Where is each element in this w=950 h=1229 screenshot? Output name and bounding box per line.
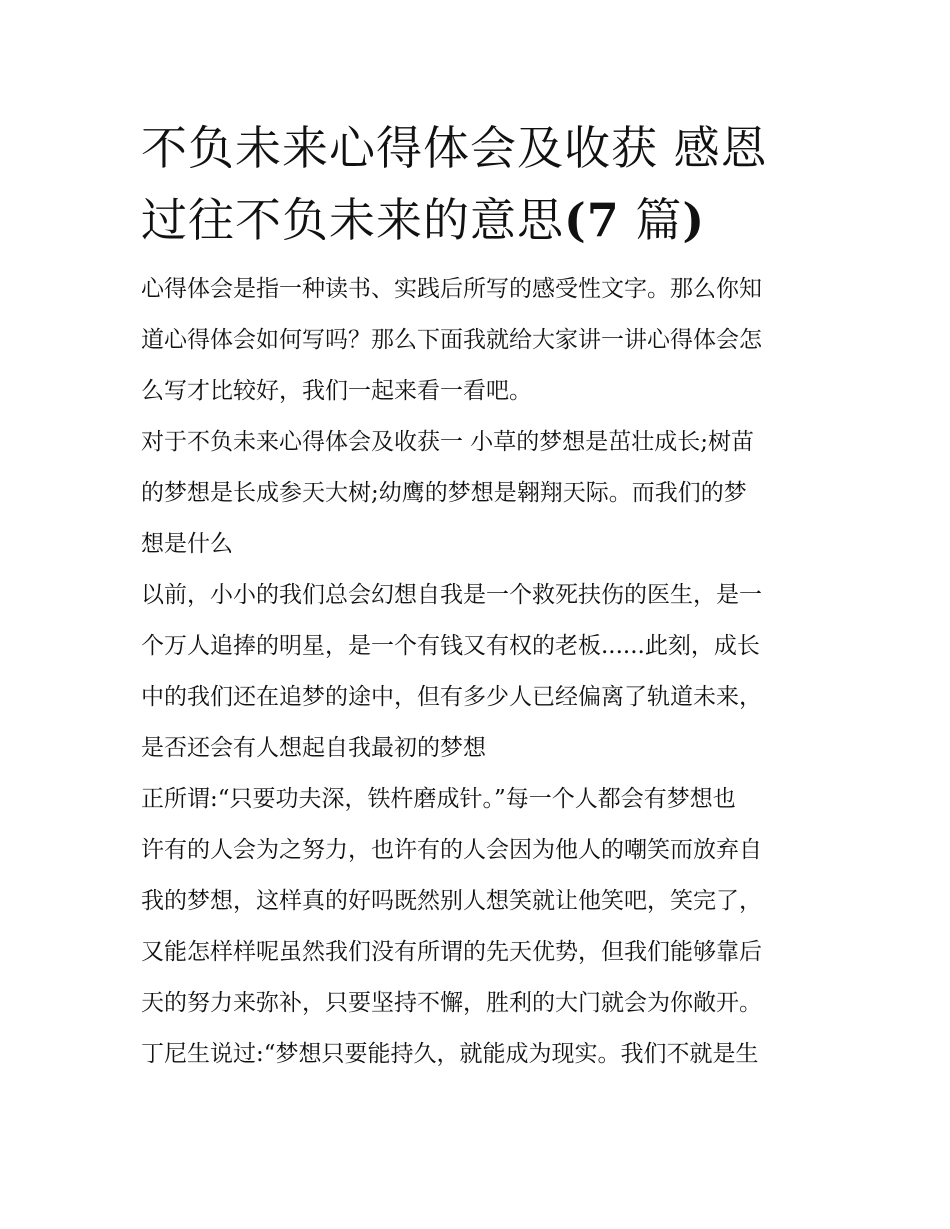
paragraph-line: 以前，小小的我们总会幻想自我是一个救死扶伤的医生，是一 (141, 582, 762, 608)
paragraph-line: 想是什么 (141, 531, 233, 557)
paragraph-childhood (141, 570, 813, 774)
paragraph-intro (141, 264, 813, 417)
paragraph-line: 是否还会有人想起自我最初的梦想 (141, 735, 486, 761)
title-line-2 (141, 184, 813, 256)
paragraph-line: 许有的人会为之努力，也许有的人会因为他人的嘲笑而放弃自 (141, 837, 762, 863)
title-line-2-count: (7 (564, 193, 620, 247)
paragraph-line: 对于不负未来心得体会及收获一 小草的梦想是茁壮成长;树苗 (141, 429, 755, 455)
title-line-2-text: 过往不负未来的意思 (141, 193, 564, 247)
paragraph-line: 个万人追捧的明星，是一个有钱又有权的老板......此刻，成长 (141, 633, 760, 659)
paragraph-line: 我的梦想，这样真的好吗既然别人想笑就让他笑吧，笑完了， (141, 888, 762, 914)
paragraph-line: 天的努力来弥补，只要坚持不懈，胜利的大门就会为你敞开。 (141, 990, 762, 1016)
paragraph-line: 的梦想是长成参天大树;幼鹰的梦想是翱翔天际。而我们的梦 (141, 480, 747, 506)
title-line-1: 不负未来心得体会及收获 感恩 (141, 121, 768, 175)
document-title (141, 112, 813, 256)
paragraph-line: 道心得体会如何写吗？那么下面我就给大家讲一讲心得体会怎 (141, 327, 762, 353)
paragraph-line: 中的我们还在追梦的途中，但有多少人已经偏离了轨道未来， (141, 684, 762, 710)
paragraph-line: 正所谓:“只要功夫深，铁杵磨成针。”每一个人都会有梦想也 (141, 786, 736, 812)
paragraph-line: 又能怎样样呢虽然我们没有所谓的先天优势，但我们能够靠后 (141, 939, 762, 965)
body-text (141, 264, 813, 1080)
paragraph-line: 么写才比较好，我们一起来看一看吧。 (141, 378, 532, 404)
paragraph-perseverance (141, 774, 813, 1080)
title-line-2-close: ) (682, 193, 706, 247)
paragraph-dreams (141, 417, 813, 570)
document-content (141, 112, 813, 1080)
paragraph-line: 丁尼生说过:“梦想只要能持久，就能成为现实。我们不就是生 (141, 1041, 759, 1067)
title-line-2-unit: 篇 (619, 193, 683, 247)
paragraph-line: 心得体会是指一种读书、实践后所写的感受性文字。那么你知 (141, 276, 762, 302)
